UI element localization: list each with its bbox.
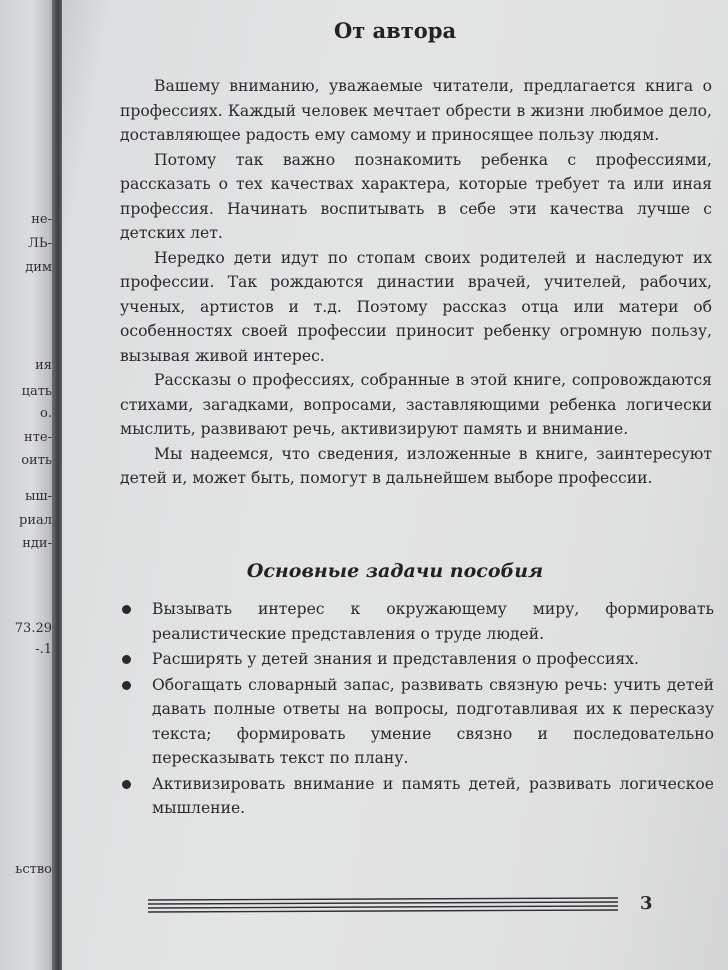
paragraph: Рассказы о профессиях, собранные в этой книге, сопровождаются стихами, загадками, вопросами, заставляющими ребенка логически мыслить, развивают речь, активизируют память и внимание. xyxy=(120,371,712,438)
previous-page-fragment: риал xyxy=(19,513,52,528)
paragraph: Потому так важно познакомить ребенка с профессиями, рассказать о тех качествах характера, которые требует та или иная профессия. Начинать воспитывать в себе эти качества лучше с детских лет. xyxy=(120,150,712,242)
list-item xyxy=(120,772,714,821)
previous-page-fragment: нте- xyxy=(24,430,52,445)
list-item-text: Активизировать внимание и память детей, развивать логическое мышление. xyxy=(152,774,714,817)
list-item xyxy=(120,597,714,646)
previous-page-fragment: -.1 xyxy=(35,642,52,657)
previous-page-edge xyxy=(0,0,58,970)
previous-page-fragment: ЛЬ- xyxy=(27,236,52,251)
book-page xyxy=(62,0,728,970)
list-item xyxy=(120,673,714,771)
previous-page-fragment: ыш- xyxy=(25,489,52,504)
previous-page-fragment: дим xyxy=(25,260,52,275)
previous-page-fragment: цать xyxy=(21,384,52,399)
footer-rules xyxy=(148,896,618,916)
list-item-text: Обогащать словарный запас, развивать связную речь: учить детей давать полные ответы на вопросы, подготавливая их к пересказу текста; формировать умение связно и последовательно пересказывать текст по плану. xyxy=(152,675,714,767)
page-number: 3 xyxy=(640,893,653,914)
list-item-text: Расширять у детей знания и представления о профессиях. xyxy=(152,650,639,668)
paragraph: Вашему вниманию, уважаемые читатели, предлагается книга о профессиях. Каждый человек мечтает обрести в жизни любимое дело, доставляющее радость ему самому и приносящее пользу людям. xyxy=(120,77,712,144)
bullet-icon xyxy=(122,681,131,690)
paragraph: Нередко дети идут по стопам своих родителей и наследуют их профессии. Так рождаются династии врачей, учителей, рабочих, ученых, артистов и т.д. Поэтому рассказ отца или матери об особенностях своей профессии приносит ребенку огромную пользу, вызывая живой интерес. xyxy=(120,248,712,365)
section-subtitle: Основные задачи пособия xyxy=(246,560,544,582)
previous-page-fragment: нди- xyxy=(22,536,52,551)
page-title: От автора xyxy=(333,18,457,43)
previous-page-fragment: оить xyxy=(21,453,52,468)
list-item xyxy=(120,647,714,672)
previous-page-fragment: 73.29 xyxy=(14,621,52,636)
bullet-icon xyxy=(122,605,131,614)
previous-page-fragment: ия xyxy=(35,358,52,373)
paragraph: Мы надеемся, что сведения, изложенные в книге, заинтересуют детей и, может быть, помогут в дальнейшем выборе профессии. xyxy=(120,444,712,487)
bullet-icon xyxy=(122,655,131,664)
previous-page-fragment: не- xyxy=(31,212,52,227)
list-item-text: Вызывать интерес к окружающему миру, формировать реалистические представления о труде людей. xyxy=(152,600,714,643)
previous-page-fragment: о. xyxy=(40,406,52,421)
tasks-list xyxy=(120,597,714,822)
bullet-icon xyxy=(122,780,131,789)
foreword-text xyxy=(120,74,712,491)
previous-page-fragment: ьство xyxy=(15,862,52,877)
